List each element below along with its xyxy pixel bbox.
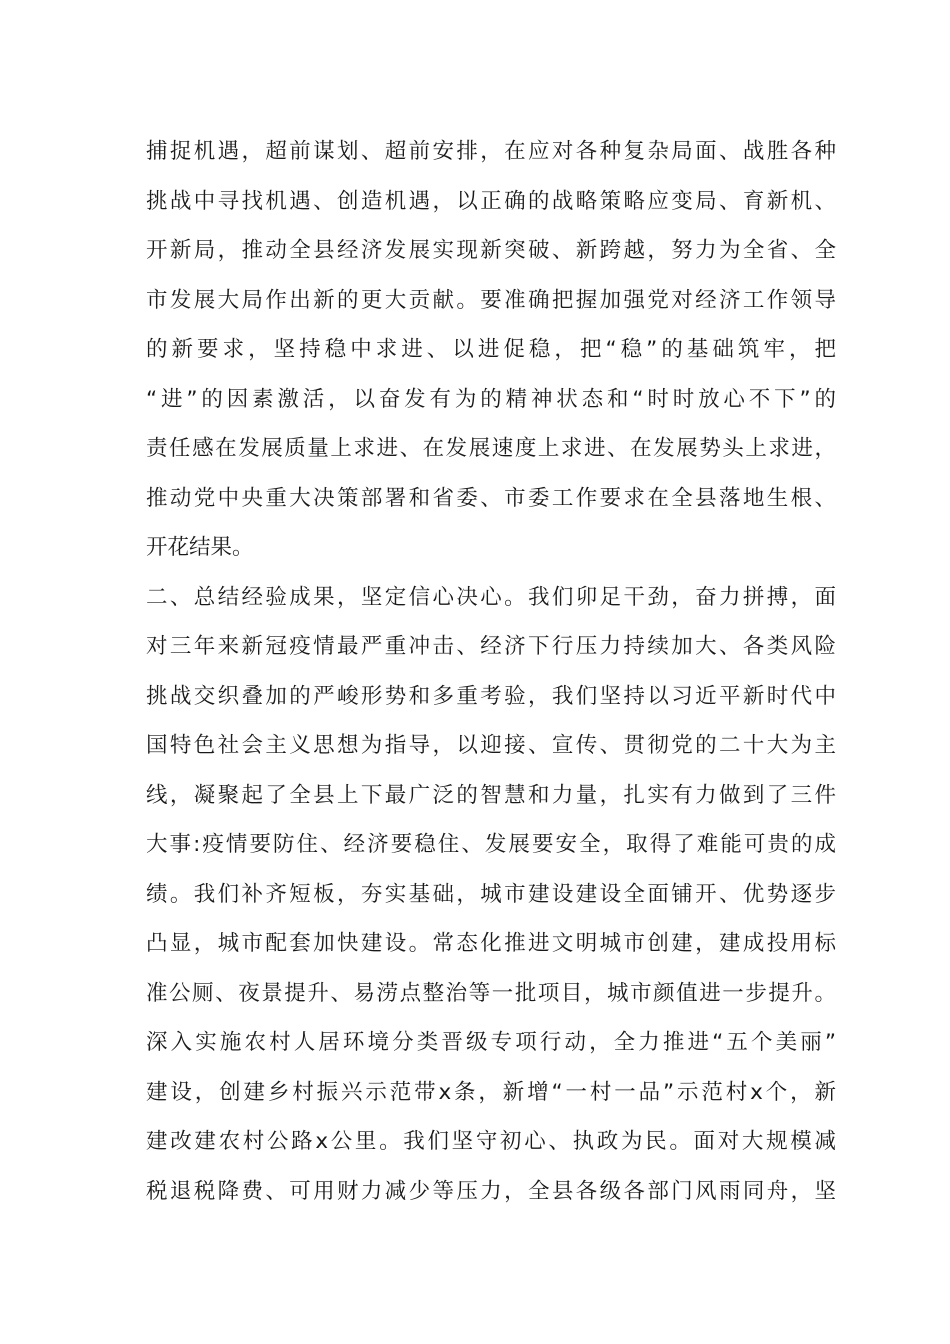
text-line: 建改建农村公路x公里。我们坚守初心、执政为民。面对大规模减 — [146, 1129, 836, 1154]
text-line: 责任感在发展质量上求进、在发展速度上求进、在发展势头上求进， — [146, 436, 836, 461]
text-line: 深入实施农村人居环境分类晋级专项行动，全力推进“五个美丽” — [146, 1030, 836, 1055]
body-text — [146, 132, 836, 1221]
section-heading-line: 二、总结经验成果，坚定信心决心。我们卯足干劲，奋力拼搏，面 — [146, 584, 836, 610]
text-line: 挑战中寻找机遇、创造机遇，以正确的战略策略应变局、育新机、 — [146, 188, 836, 214]
text-line: 国特色社会主义思想为指导，以迎接、宣传、贯彻党的二十大为主 — [146, 733, 836, 758]
text-line: 推动党中央重大决策部署和省委、市委工作要求在全县落地生根、 — [146, 485, 836, 511]
text-line: 税退税降费、可用财力减少等压力，全县各级各部门风雨同舟，坚 — [146, 1178, 836, 1204]
text-line: 市发展大局作出新的更大贡献。要准确把握加强党对经济工作领导 — [146, 287, 836, 313]
text-line: “进”的因素激活，以奋发有为的精神状态和“时时放心不下”的 — [146, 386, 836, 412]
text-line: 的新要求，坚持稳中求进、以进促稳，把“稳”的基础筑牢，把 — [146, 337, 836, 362]
text-line: 挑战交织叠加的严峻形势和多重考验，我们坚持以习近平新时代中 — [146, 683, 836, 709]
text-line: 捕捉机遇，超前谋划、超前安排，在应对各种复杂局面、战胜各种 — [146, 139, 836, 164]
paragraph-end-line: 开花结果。 — [146, 535, 254, 560]
text-line: 开新局，推动全县经济发展实现新突破、新跨越，努力为全省、全 — [146, 238, 836, 263]
text-line: 大事:疫情要防住、经济要稳住、发展要安全，取得了难能可贵的成 — [146, 832, 836, 857]
text-line: 线，凝聚起了全县上下最广泛的智慧和力量，扎实有力做到了三件 — [146, 782, 836, 808]
text-line: 准公厕、夜景提升、易涝点整治等一批项目，城市颜值进一步提升。 — [146, 980, 836, 1006]
text-line: 凸显，城市配套加快建设。常态化推进文明城市创建，建成投用标 — [146, 931, 836, 956]
text-line: 绩。我们补齐短板，夯实基础，城市建设建设全面铺开、优势逐步 — [146, 881, 836, 907]
text-line: 对三年来新冠疫情最严重冲击、经济下行压力持续加大、各类风险 — [146, 634, 836, 659]
text-line: 建设，创建乡村振兴示范带x条，新增“一村一品”示范村x个，新 — [146, 1079, 836, 1105]
